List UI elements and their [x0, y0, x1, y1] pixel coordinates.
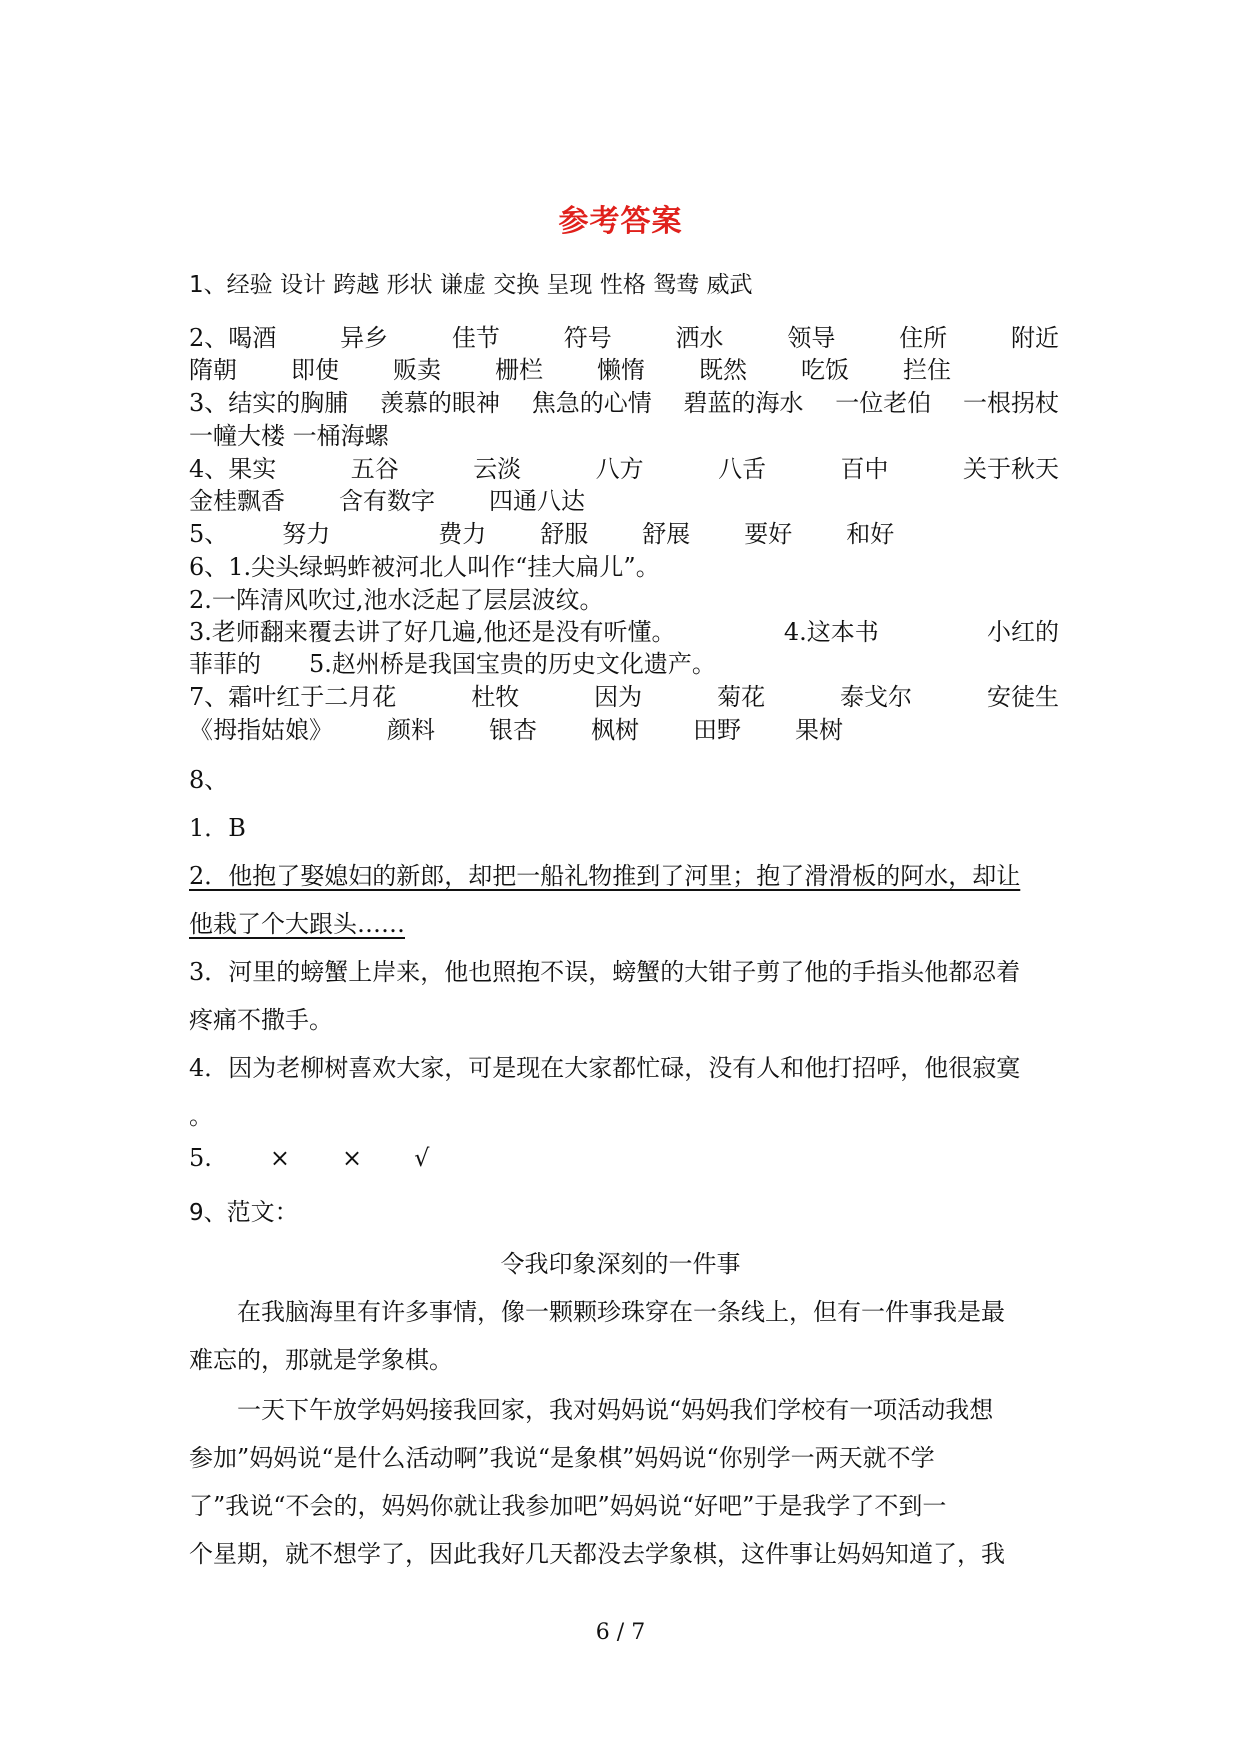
answer-6-line-3: 3.老师翻来覆去讲了好几遍,他还是没有听懂。 4.这本书 小红的: [189, 618, 1059, 646]
mark-cross: ×: [342, 1144, 363, 1172]
mark-check: √: [414, 1144, 430, 1172]
q1-word: 鸳鸯: [653, 272, 700, 298]
answer-1: 1、经验 设计 跨越 形状 谦虚 交换 呈现 性格 鸳鸯 威武: [189, 272, 753, 298]
answer-8-5: 5. × × √: [189, 1144, 430, 1172]
mark-cross: ×: [269, 1144, 291, 1172]
essay-p2-line-3: 了”我说“不会的，妈妈你就让我参加吧”妈妈说“好吧”于是我学了不到一: [189, 1492, 947, 1520]
answer-8-4-line-1: 4．因为老柳树喜欢大家，可是现在大家都忙碌，没有人和他打招呼，他很寂寞: [189, 1054, 1021, 1082]
answer-3-row-2: 一幢大楼 一桶海螺: [189, 422, 389, 450]
answer-8-1: 1．B: [189, 814, 246, 842]
answer-2-row-1: 2、喝酒 异乡 佳节 符号 洒水 领导 住所 附近: [189, 324, 1059, 352]
answer-6-line-4: 菲菲的 5.赵州桥是我国宝贵的历史文化遗产。: [189, 650, 716, 678]
answer-4-row-2: 金桂飘香 含有数字 四通八达: [189, 487, 585, 515]
answer-8-2-line-2: 他栽了个大跟头……: [189, 910, 405, 938]
q1-word: 性格: [599, 272, 646, 298]
q1-word: 交换: [493, 272, 540, 298]
answer-8-label: 8、: [189, 766, 229, 794]
q1-word: 谦虚: [439, 272, 486, 298]
page-title: 参考答案: [558, 204, 683, 239]
answer-7-row-1: 7、霜叶红于二月花 杜牧 因为 菊花 泰戈尔 安徒生: [189, 683, 1059, 711]
essay-title: 令我印象深刻的一件事: [500, 1250, 741, 1278]
answer-2-row-2: 隋朝 即使 贩卖 栅栏 懒惰 既然 吃饭 拦住: [189, 356, 951, 384]
q1-word: 经验: [226, 272, 273, 298]
answer-4-row-1: 4、果实 五谷 云淡 八方 八舌 百中 关于秋天: [189, 455, 1059, 483]
q1-word: 设计: [279, 272, 326, 298]
answer-5: 5、 努力 费力 舒服 舒展 要好 和好: [189, 520, 895, 548]
q1-word: 跨越: [333, 272, 380, 298]
answer-7-row-2: 《拇指姑娘》 颜料 银杏 枫树 田野 果树: [189, 716, 843, 744]
essay-p1-line-2: 难忘的，那就是学象棋。: [189, 1346, 453, 1374]
answer-8-3-line-1: 3．河里的螃蟹上岸来，他也照抱不误，螃蟹的大钳子剪了他的手指头他都忍着: [189, 958, 1021, 986]
q1-word: 形状: [386, 272, 433, 298]
answer-8-3-line-2: 疼痛不撒手。: [189, 1006, 333, 1034]
essay-p2-line-1: 一天下午放学妈妈接我回家，我对妈妈说“妈妈我们学校有一项活动我想: [237, 1396, 994, 1424]
answer-3-row-1: 3、结实的胸脯 羡慕的眼神 焦急的心情 碧蓝的海水 一位老伯 一根拐杖: [189, 389, 1059, 417]
q1-word: 威武: [706, 272, 753, 298]
answer-9-label: 9、范文：: [189, 1198, 299, 1226]
q1-word: 呈现: [546, 272, 593, 298]
essay-p2-line-2: 参加”妈妈说“是什么活动啊”我说“是象棋”妈妈说“你别学一两天就不学: [189, 1444, 935, 1472]
answer-8-2-line-1: 2．他抱了娶媳妇的新郎，却把一船礼物推到了河里；抱了滑滑板的阿水，却让: [189, 862, 1021, 890]
essay-p2-line-4: 个星期，就不想学了，因此我好几天都没去学象棋，这件事让妈妈知道了，我: [189, 1540, 1005, 1568]
answer-8-4-line-2: 。: [189, 1102, 213, 1130]
answer-6-line-1: 6、1.尖头绿蚂蚱被河北人叫作“挂大扁儿”。: [189, 553, 660, 581]
page-number: 6 / 7: [595, 1620, 646, 1645]
essay-p1-line-1: 在我脑海里有许多事情，像一颗颗珍珠穿在一条线上，但有一件事我是最: [237, 1298, 1005, 1326]
answer-6-line-2: 2.一阵清风吹过,池水泛起了层层波纹。: [189, 586, 604, 614]
